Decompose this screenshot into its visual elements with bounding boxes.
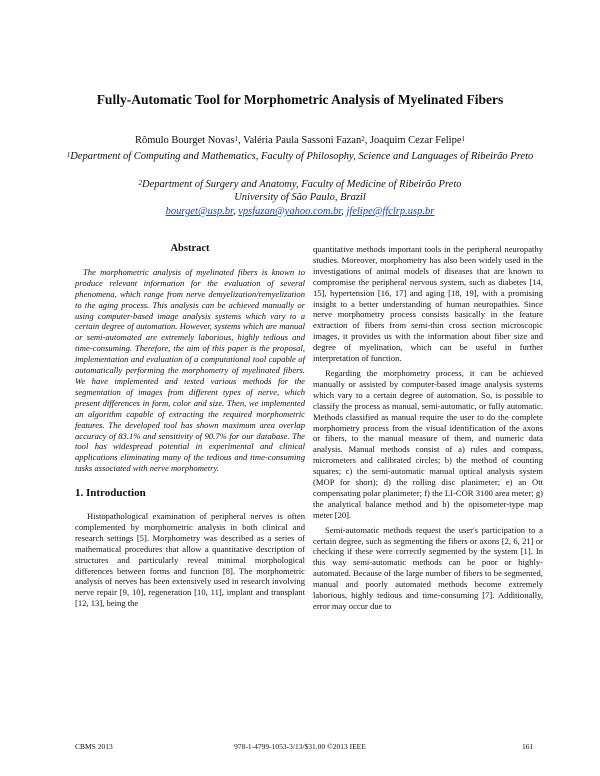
affiliation-1 xyxy=(60,150,540,164)
body-paragraph: Regarding the morphometry process, it can be achieved manually or assisted by computer-based image analysis systems which vary to a certain degree of automation. So, is possible to classify the process as manual, semi-automatic, or fully automatic. Methods classified as manual require the user to do the complete morphometry process from the visual identification of the axons or fibers, to the manual measure of them, and numeric data analysis. Manual methods consist of a) rules and compass, micrometers and calibrated circles; b) the method of counting squares; c) the semi-automatic manual optical analysis system (MOP for short); d) the rolling disc planimeter; e) an Ott compensating polar planimeter; f) the LI-COR 3100 area meter; g) the analytical balance method and h) the opisometer-type map meter [20]. xyxy=(313,367,543,520)
email-link[interactable]: bourget@usp.br xyxy=(165,206,233,217)
abstract-heading: Abstract xyxy=(170,243,210,254)
footer-copyright: 978-1-4799-1053-3/13/$31.00 ©2013 IEEE xyxy=(234,742,366,751)
author-name: Joaquim Cezar Felipe xyxy=(369,135,462,146)
body-paragraph: Semi-automatic methods request the user's participation to a certain degree, such as segmenting the fibers or axons [2, 6, 21] or checking if these were correctly segmented by the system [1]. In this way semi-automatic methods can be poor or highly-automated. Because of the large number of fibers to be segmented, manual and poorly automated methods become extremely laborious, highly tedious and time-consuming [7]. Additionally, error may occur due to xyxy=(313,524,543,611)
email-link[interactable]: jfelipe@ffclrp.usp.br xyxy=(346,206,435,217)
email-link[interactable]: vpsfazan@yahoo.com.br xyxy=(238,206,342,217)
author-affiliation-mark: 1 xyxy=(461,135,466,143)
body-paragraph: quantitative methods important tools in the peripheral neuropathy studies. Moreover, morphometry has also been widely used in the investigations of animal models of diseases that are known to compromise the peripheral nervous system, such as diabetes [14, 15], hypertension [16, 17] and aging [18, 19], with a promising insight to a better understanding of human neuropathies. Since nerve morphometry process consists basically in the feature extraction of fibers from semi-thin cross section microscopic images, it provides us with the information about fiber size and degree of myelination, which can be useful in further interpretation of function. xyxy=(313,244,543,364)
intro-paragraph: Histopathological examination of peripheral nerves is often complemented by morphometric analysis in both clinical and research settings [5]. Morphometry was described as a series of mathematical procedures that allow a quantitative description of structures and particularly reveal minimal morphological differences between forms and function [8]. The morphometric analysis of nerves has been extensively used in research involving nerve repair [9, 10], regeneration [10, 11], implant and transplant [12, 13], being the xyxy=(75,511,305,609)
affiliation-2 xyxy=(60,178,540,192)
affiliation-text: Department of Surgery and Anatomy, Faculty of Medicine of Ribeirão Preto xyxy=(141,179,462,190)
author-name: Rômulo Bourget Novas xyxy=(134,135,235,146)
email-separator: , xyxy=(233,206,239,217)
author-name: Valéria Paula Sassoni Fazan xyxy=(243,135,362,146)
email-list xyxy=(0,206,600,217)
author-affiliation-mark: 2 xyxy=(361,135,365,143)
left-column xyxy=(75,244,305,613)
page-number: 161 xyxy=(522,742,534,751)
abstract-body: The morphometric analysis of myelinated fibers is known to produce relevant information for the evaluation of several phenomena, which range from nerve demyelization/remyelization to the aging process. This analysis can be achieved manually or using computer-based image analysis systems which vary to a certain degree of automation. However, systems which are manual or semi-automated are extremely laborious, highly tedious and time-consuming. Therefore, the aim of this paper is the proposal, implementation and evaluation of a computational tool capable of automatically performing the morphometry of myelinated fibers. We have implemented and tested various methods for the segmentation of images from different types of nerve, which present differences in form, color and size. Then, we implemented an algorithm capable of extracting the required morphometric features. The developed tool has shown maximum area overlap accuracy of 83.1% and sensitivity of 90.7% for our database. The tool has widespread potential in experimental and clinical applications eliminating many of the tedious and time-consuming tasks associated with nerve morphometry. xyxy=(75,266,305,474)
author-separator: , xyxy=(238,135,244,146)
email-separator: , xyxy=(341,206,347,217)
author-affiliation-mark: 1 xyxy=(234,135,239,143)
right-column xyxy=(313,244,543,616)
university: University of São Paulo, Brazil xyxy=(234,192,366,203)
affiliation-text: Department of Computing and Mathematics, Faculty of Philosophy, Science and Languages of Ribeirão Preto xyxy=(70,151,534,162)
author-list xyxy=(40,134,560,148)
paper-title: Fully-Automatic Tool for Morphometric Analysis of Myelinated Fibers xyxy=(96,92,504,107)
footer-conference: CBMS 2013 xyxy=(75,742,113,751)
affiliation-mark: 2 xyxy=(138,179,142,187)
author-separator: , xyxy=(364,135,370,146)
section-heading: 1. Introduction xyxy=(75,487,146,500)
affiliation-mark: 1 xyxy=(66,151,71,159)
